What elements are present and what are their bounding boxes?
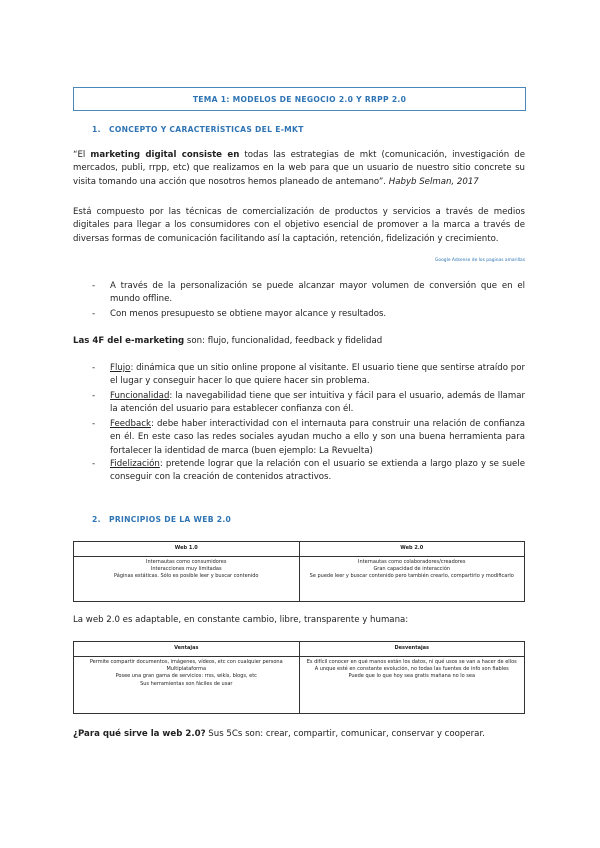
cell-line: Multiplataforma bbox=[166, 666, 207, 673]
cell-line: Gran capacidad de interacción bbox=[373, 566, 451, 573]
table-header-row bbox=[74, 642, 525, 657]
ventajas-cell bbox=[74, 657, 300, 714]
cell-line: Posee una gran gama de servicios: rrss, wikis, blogs, etc bbox=[115, 673, 257, 680]
header-ventajas: Ventajas bbox=[74, 642, 300, 657]
four-f-item-funcionalidad: - Funcionalidad: la navegabilidad tiene que ser intuitiva y fácil para el usuario, además de llamar la atención del usuario para establecer confianza con él. bbox=[92, 391, 525, 415]
cell-line: Interacciones muy limitadas bbox=[150, 566, 222, 573]
bullet-item: - Con menos presupuesto se obtiene mayor alcance y resultados. bbox=[92, 308, 525, 322]
desventajas-cell bbox=[299, 657, 525, 714]
table-header-row bbox=[74, 542, 525, 557]
cell-line: Internautas como colaboradores/creadores bbox=[358, 559, 466, 565]
desc-funcionalidad: : la navegabilidad tiene que ser intuitiva y fácil para el usuario, además de llamar la atención del usuario para establecer confianza con él. bbox=[110, 391, 525, 415]
definition-paragraph: Está compuesto por las técnicas de comercialización de productos y servicios a través de medios digitales para llegar a los consumidores con el objetivo esencial de promover a la marca a través de diversas formas de comunicación facilitando así la captación, retención, fidelización y crecimiento. bbox=[73, 207, 525, 244]
four-f-item-fidelizacion: - Fidelización: pretende lograr que la relación con el usuario se extienda a largo plazo y se suele conseguir con la creación de contenidos atractivos. bbox=[92, 459, 525, 483]
cell-line: Páginas estáticas. Sólo es posible leer y buscar contenido bbox=[114, 573, 259, 580]
section-1-number: 1. bbox=[92, 125, 101, 134]
cell-line: Sus herramientas son fáciles de usar bbox=[140, 680, 233, 687]
four-f-bold: Las 4F del e-marketing bbox=[73, 336, 185, 346]
bullet-text: A través de la personalización se puede alcanzar mayor volumen de conversión que en el mundo offline. bbox=[110, 281, 525, 305]
bullet-text: Con menos presupuesto se obtiene mayor alcance y resultados. bbox=[110, 309, 387, 319]
header-web-1: Web 1.0 bbox=[74, 542, 300, 557]
bullet-item: - A través de la personalización se puede alcanzar mayor volumen de conversión que en el mundo offline. bbox=[92, 280, 525, 308]
four-f-text: son: flujo, funcionalidad, feedback y fidelidad bbox=[184, 336, 383, 346]
cell-line: Permite compartir documentos, imágenes, vídeos, etc con cualquier persona bbox=[89, 659, 283, 665]
quote-bold: marketing digital consiste en bbox=[90, 150, 240, 160]
quote-author: Habyb Selman, 2017 bbox=[386, 176, 479, 187]
term-flujo: Flujo bbox=[110, 363, 131, 373]
term-funcionalidad: Funcionalidad bbox=[110, 391, 170, 401]
web-comparison-table bbox=[73, 541, 525, 602]
five-c-answer: Sus 5Cs son: crear, compartir, comunicar, conservar y cooperar. bbox=[205, 729, 485, 739]
document-title: TEMA 1: MODELOS DE NEGOCIO 2.0 Y RRPP 2.0 bbox=[73, 87, 526, 111]
quote-open: “El bbox=[73, 150, 91, 160]
quote-body: todas las estrategias de mkt (comunicación, investigación de mercados, publi, rrpp, etc) que realizamos en la web para que un usuario de nuestro sitio concrete su visita tomando una acción que nosotros hemos planeado de antemano”. bbox=[73, 150, 525, 187]
desc-flujo: : dinámica que un sitio online propone al visitante. El usuario tiene que sentirse atraído por el lugar y conseguir hacer lo que quiere hacer sin problema. bbox=[110, 363, 525, 387]
section-1-title: CONCEPTO Y CARACTERÍSTICAS DEL E-MKT bbox=[109, 125, 304, 134]
header-desventajas: Desventajas bbox=[299, 642, 525, 657]
four-f-item-feedback: - Feedback: debe haber interactividad con el internauta para construir una relación de confianza en él. En este caso las redes sociales ayudan mucho a ello y son una buena herramienta para fortalecer la identidad de marca (buen ejemplo: La Revuelta) bbox=[92, 419, 525, 456]
cell-line: A unque esté en constante evolución, no todas las fuentes de info son fiables bbox=[314, 666, 509, 673]
web-2-cell bbox=[299, 557, 525, 602]
term-feedback: Feedback bbox=[110, 419, 151, 429]
five-c-paragraph bbox=[73, 728, 525, 741]
web2-description: La web 2.0 es adaptable, en constante cambio, libre, transparente y humana: bbox=[73, 615, 409, 625]
term-fidelizacion: Fidelización bbox=[110, 459, 160, 469]
pros-cons-table bbox=[73, 641, 525, 714]
side-note: Google Adsense de los paginas amarillas bbox=[435, 258, 525, 263]
cell-line: Internautas como consumidores bbox=[146, 559, 227, 565]
desc-feedback: : debe haber interactividad con el internauta para construir una relación de confianza en él. En este caso las redes sociales ayudan mucho a ello y son una buena herramienta para fortalecer la identidad de marca (buen ejemplo: La Revuelta) bbox=[110, 419, 525, 456]
section-2-number: 2. bbox=[92, 515, 101, 524]
four-f-item-flujo: - Flujo: dinámica que un sitio online propone al visitante. El usuario tiene que sentirse atraído por el lugar y conseguir hacer lo que quiere hacer sin problema. bbox=[92, 363, 525, 387]
cell-line: Puede que lo que hoy sea gratis mañana no lo sea bbox=[348, 673, 476, 680]
five-c-question: ¿Para qué sirve la web 2.0? bbox=[73, 729, 206, 739]
desc-fidelizacion: : pretende lograr que la relación con el usuario se extienda a largo plazo y se suele conseguir con la creación de contenidos atractivos. bbox=[110, 459, 525, 483]
table-row bbox=[74, 657, 525, 714]
quote-paragraph bbox=[73, 149, 525, 189]
web-1-cell bbox=[74, 557, 300, 602]
four-f-intro bbox=[73, 335, 525, 348]
cell-line: Se puede leer y buscar contenido pero también crearlo, compartirlo y modificarlo bbox=[309, 573, 514, 580]
cell-line: Es difícil conocer en qué manos están los datos, ni qué usos se van a hacer de ellos bbox=[306, 659, 517, 665]
section-2-title: PRINCIPIOS DE LA WEB 2.0 bbox=[109, 515, 232, 524]
header-web-2: Web 2.0 bbox=[299, 542, 525, 557]
table-row bbox=[74, 557, 525, 602]
